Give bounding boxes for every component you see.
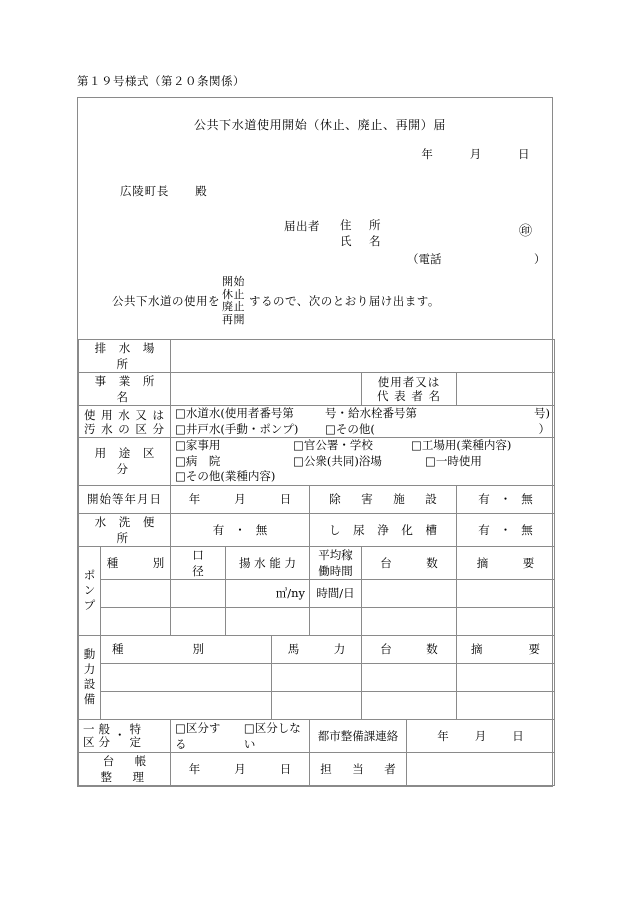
septic-tank-label: し 尿 浄 化 槽 (310, 513, 457, 546)
table-row-classification (79, 719, 555, 752)
staff-input[interactable] (407, 752, 555, 785)
usage-option-suspend[interactable]: 休止 (222, 287, 245, 301)
drain-place-label: 排 水 場 所 (79, 340, 171, 373)
staff-label: 担 当 者 (310, 752, 407, 785)
checkbox-tap-water[interactable]: □水道水(使用者番号第 (175, 406, 294, 420)
ledger-label: 台 帳 整 理 (79, 752, 171, 785)
user-or-rep-label-line1: 使用者又は (377, 375, 441, 389)
pump-side-char-1: ポ (83, 568, 96, 582)
classification-options (171, 719, 310, 752)
pump-hours-unit: 時間/日 (310, 579, 362, 607)
water-other-paren-close: ） (538, 421, 551, 436)
header-date-line (421, 146, 530, 162)
classification-label (79, 719, 171, 752)
pump-col-diameter: 口 径 (171, 546, 226, 579)
start-date-label: 開始等年月日 (79, 485, 171, 513)
power-horsepower-input-2[interactable] (272, 691, 362, 719)
table-row-start-date (79, 485, 555, 513)
pump-side-label (79, 546, 101, 635)
addressee-honorific: 殿 (195, 184, 208, 198)
pump-side-char-3: プ (83, 598, 96, 612)
water-kind-line2 (175, 422, 550, 438)
header-date-year: 年 (421, 147, 434, 161)
power-type-input-2[interactable] (101, 691, 272, 719)
checkbox-factory[interactable]: □工場用(業種内容) (411, 438, 512, 452)
pump-count-input-2[interactable] (362, 607, 457, 635)
water-kind-label-line2: 汚 水 の 区 分 (83, 421, 166, 436)
treatment-facility-label: 除 害 施 設 (310, 485, 457, 513)
table-row-office-name (79, 373, 555, 406)
dept-date-year: 年 (437, 728, 449, 743)
ledger-date-day: 日 (279, 761, 292, 776)
pump-capacity-unit: ㎥/ny (226, 579, 310, 607)
checkbox-hospital[interactable]: □病 院 (175, 453, 221, 468)
classification-label-col1: 一 区 (83, 721, 95, 749)
power-side-char-1: 動 (83, 647, 96, 661)
checkbox-temporary-use[interactable]: □一時使用 (425, 453, 482, 468)
pump-col-count: 台 数 (362, 546, 457, 579)
table-row-power-1 (79, 663, 555, 691)
classification-label-tail: 特 定 (129, 721, 145, 749)
power-side-char-4: 備 (83, 692, 96, 706)
pump-col-type: 種 別 (101, 546, 171, 579)
form-table (78, 339, 555, 786)
septic-yes[interactable]: 有 (478, 522, 490, 537)
pump-type-input-2[interactable] (101, 607, 171, 635)
checkbox-classify-no[interactable]: □区分しない (243, 720, 301, 751)
usage-option-start[interactable]: 開始 (222, 275, 245, 288)
purpose-line3 (175, 469, 550, 485)
pump-col-remarks: 摘 要 (457, 546, 555, 579)
septic-tank-choice[interactable] (457, 513, 555, 546)
submitter-block (284, 217, 384, 249)
checkbox-classify-yes[interactable]: □区分する (175, 720, 221, 751)
table-row-ledger (79, 752, 555, 785)
toilet-dot: ・ (234, 522, 246, 537)
checkbox-purpose-other[interactable]: □その他(業種内容) (175, 469, 276, 483)
pump-diameter-input-2[interactable] (171, 607, 226, 635)
ledger-date-input[interactable] (171, 752, 310, 785)
toilet-yes[interactable]: 有 (212, 522, 225, 537)
purpose-line1 (175, 438, 550, 454)
dept-date-day: 日 (512, 728, 524, 743)
pump-diameter-input-1[interactable] (171, 579, 226, 607)
start-date-year: 年 (188, 492, 201, 506)
user-or-rep-label-line2: 代 表 者 名 (377, 389, 441, 403)
table-row-purpose (79, 438, 555, 486)
dept-contact-date[interactable] (407, 719, 555, 752)
classification-dot: ・ (114, 728, 126, 742)
water-kind-label-line1: 使 用 水 又 は (83, 407, 166, 422)
power-remarks-input-2[interactable] (457, 691, 555, 719)
header-date-day: 日 (518, 147, 530, 161)
usage-declaration (112, 276, 440, 326)
power-col-type: 種 別 (101, 635, 272, 663)
table-row-pump-1 (79, 579, 555, 607)
power-horsepower-input-1[interactable] (272, 663, 362, 691)
usage-option-abolish[interactable]: 廃止 (222, 300, 245, 314)
power-type-input-1[interactable] (101, 663, 272, 691)
tap-water-number-mid: 号・給水栓番号第 (325, 406, 417, 420)
table-row-power-2 (79, 691, 555, 719)
water-kind-line1 (175, 406, 550, 422)
power-count-input-1[interactable] (362, 663, 457, 691)
table-row-pump-2 (79, 607, 555, 635)
pump-col-capacity: 揚 水 能 力 (226, 546, 310, 579)
pump-count-input-1[interactable] (362, 579, 457, 607)
seal-icon: ㊞ (518, 224, 532, 239)
start-date-input[interactable] (171, 485, 310, 513)
form-sheet (77, 97, 553, 787)
pump-hours-input-2[interactable] (310, 607, 362, 635)
usage-options-stack (222, 276, 245, 326)
pump-col-avg-hours: 平均稼働時間 (310, 546, 362, 579)
treatment-facility-choice[interactable] (457, 485, 555, 513)
power-side-char-3: 設 (83, 677, 96, 691)
flush-toilet-label: 水 洗 便 所 (79, 513, 171, 546)
tap-water-number-end: 号) (534, 406, 551, 420)
office-name-label: 事 業 所 名 (79, 373, 171, 406)
power-side-label (79, 635, 101, 719)
addressee: 広陵町長 (120, 184, 170, 198)
table-row-pump-header (79, 546, 555, 579)
user-or-rep-label (362, 373, 457, 406)
pump-capacity-input-2[interactable] (226, 607, 310, 635)
power-col-count: 台 数 (362, 635, 457, 663)
drain-place-input[interactable] (171, 340, 555, 373)
flush-toilet-choice[interactable] (171, 513, 310, 546)
dept-date-month: 月 (474, 728, 487, 743)
ledger-date-month: 月 (234, 761, 246, 776)
power-count-input-2[interactable] (362, 691, 457, 719)
dept-contact-label: 都市整備課連絡 (310, 719, 407, 752)
water-kind-options (171, 406, 555, 438)
ledger-date-year: 年 (188, 761, 201, 776)
pump-type-input-1[interactable] (101, 579, 171, 607)
start-date-day: 日 (279, 492, 292, 506)
telephone-field (407, 251, 546, 267)
usage-option-resume[interactable]: 再開 (222, 312, 245, 326)
treatment-no[interactable]: 無 (521, 492, 533, 506)
user-or-rep-input[interactable] (457, 373, 555, 406)
telephone-paren-close: ） (534, 252, 546, 266)
checkbox-well-water[interactable]: □井戸水(手動・ポンプ) (175, 421, 299, 436)
treatment-yes[interactable]: 有 (478, 492, 490, 506)
water-kind-label (79, 406, 171, 438)
pump-side-char-2: ン (83, 583, 96, 597)
table-row-power-header (79, 635, 555, 663)
table-row-toilet (79, 513, 555, 546)
purpose-options (171, 438, 555, 486)
septic-dot: ・ (499, 522, 512, 537)
form-header (78, 98, 552, 339)
purpose-line2 (175, 454, 550, 470)
address-label: 住 所 (340, 218, 384, 232)
telephone-label: （電話 (407, 252, 442, 266)
table-row-drain-place (79, 340, 555, 373)
name-label: 氏 名 (340, 234, 384, 248)
power-col-remarks: 摘 要 (457, 635, 555, 663)
checkbox-household[interactable]: □家事用 (175, 438, 221, 452)
form-number: 第１９号様式（第２０条関係） (77, 74, 245, 88)
checkbox-public-office-school[interactable]: □官公署・学校 (293, 438, 373, 452)
page-title: 公共下水道使用開始（休止、廃止、再開）届 (193, 118, 446, 132)
pump-remarks-input-1[interactable] (457, 579, 555, 607)
addressee-line (120, 183, 208, 199)
purpose-label: 用 途 区 分 (79, 438, 171, 486)
start-date-month: 月 (234, 492, 246, 506)
checkbox-public-bath[interactable]: □公衆(共同)浴場 (293, 453, 382, 468)
pump-remarks-input-2[interactable] (457, 607, 555, 635)
power-remarks-input-1[interactable] (457, 663, 555, 691)
checkbox-water-other[interactable]: □その他( (325, 421, 375, 436)
power-col-horsepower: 馬 力 (272, 635, 362, 663)
office-name-input[interactable] (171, 373, 362, 406)
table-row-water-kind (79, 406, 555, 438)
toilet-no[interactable]: 無 (255, 522, 268, 537)
classification-label-col2: 般 分 (98, 721, 110, 749)
submitter-label: 届出者 (284, 219, 320, 233)
treatment-dot: ・ (499, 492, 512, 506)
usage-suffix: するので、次のとおり届け出ます。 (249, 294, 440, 309)
septic-no[interactable]: 無 (521, 522, 533, 537)
usage-prefix: 公共下水道の使用を (112, 294, 220, 309)
header-date-month: 月 (469, 147, 482, 161)
power-side-char-2: 力 (83, 662, 96, 676)
